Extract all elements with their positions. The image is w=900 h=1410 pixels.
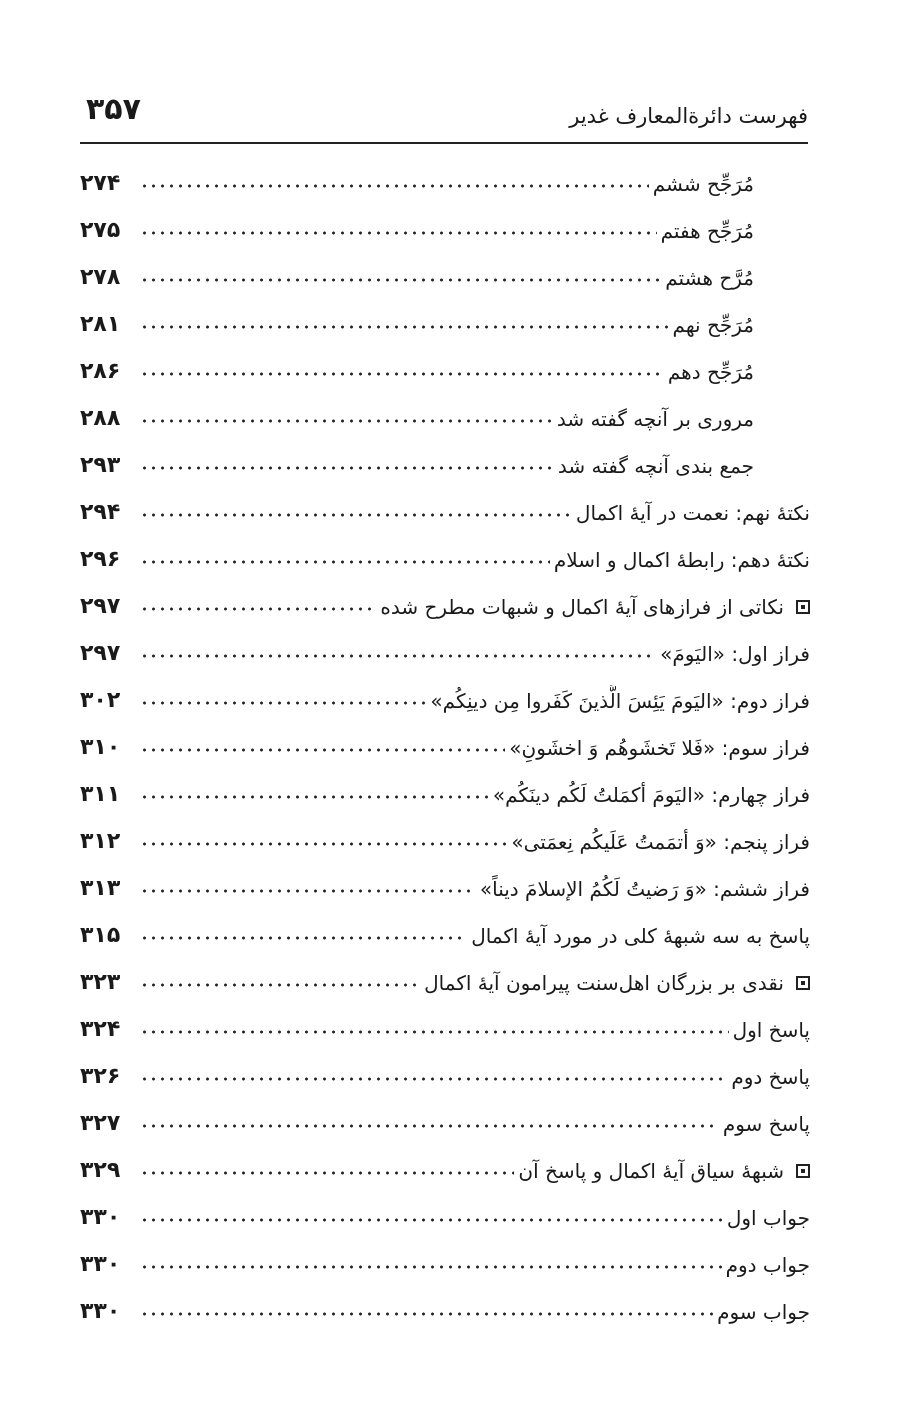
toc-entry[interactable] (80, 489, 810, 536)
toc-entry-title: پاسخ اول (732, 1017, 810, 1042)
dot-leader (140, 920, 467, 940)
dot-leader (140, 732, 505, 752)
toc-entry-title: پاسخ سوم (722, 1111, 810, 1136)
toc-entry[interactable] (80, 442, 810, 489)
toc-entry-title-wrap (136, 1296, 810, 1328)
toc-entry[interactable] (80, 630, 810, 677)
toc-entry[interactable] (80, 254, 810, 301)
section-marker-icon (796, 1164, 810, 1178)
page-header (80, 92, 808, 144)
toc-entry-title: نکتهٔ نهم: نعمت در آیهٔ اکمال (575, 500, 810, 525)
toc-entry[interactable] (80, 771, 810, 818)
toc-entry-title-wrap (136, 1155, 810, 1187)
dot-leader (140, 1014, 729, 1034)
toc-entry-title-wrap (136, 779, 810, 811)
toc-entry-title: پاسخ دوم (731, 1064, 810, 1089)
toc-entry-page-number: ۲۸۶ (80, 359, 121, 384)
toc-entry-title: نکاتی از فرازهای آیهٔ اکمال و شبهات مطرح شده (380, 594, 784, 619)
dot-leader (140, 215, 657, 235)
toc-entry-page-number: ۲۷۸ (80, 265, 121, 290)
dot-leader (140, 591, 376, 611)
toc-entry-title-wrap (136, 168, 754, 200)
dot-leader (140, 262, 661, 282)
toc-entry-page-number: ۲۹۶ (80, 547, 121, 572)
toc-entry-page-number: ۳۲۹ (80, 1158, 121, 1183)
toc-entry-page-number: ۲۹۷ (80, 641, 121, 666)
toc-entry-title-wrap (136, 262, 754, 294)
toc-entry-title-wrap (136, 1249, 810, 1281)
toc-entry-page-number: ۳۲۷ (80, 1111, 121, 1136)
dot-leader (140, 779, 489, 799)
toc-entry-title-wrap (136, 591, 810, 623)
toc-entry[interactable] (80, 301, 810, 348)
toc-entry[interactable] (80, 583, 810, 630)
dot-leader (140, 1108, 719, 1128)
toc-entry-title: مروری بر آنچه گفته شد (556, 406, 754, 431)
toc-entry-page-number: ۳۲۴ (80, 1017, 121, 1042)
toc-entry-title-wrap (136, 215, 754, 247)
toc-entry[interactable] (80, 959, 810, 1006)
dot-leader (140, 1061, 727, 1081)
toc-entry-title: مُرَجِّح هفتم (660, 218, 754, 243)
toc-entry[interactable] (80, 865, 810, 912)
toc-entry-title: شبههٔ سیاق آیهٔ اکمال و پاسخ آن (518, 1158, 784, 1183)
running-title: فهرست دائرة‌المعارف غدیر (569, 104, 808, 128)
dot-leader (140, 450, 554, 470)
toc-entry-page-number: ۳۲۶ (80, 1064, 121, 1089)
toc-entry-title-wrap (136, 497, 810, 529)
toc-entry-title: جمع بندی آنچه گفته شد (557, 453, 754, 478)
dot-leader (140, 873, 476, 893)
toc-entry[interactable] (80, 1241, 810, 1288)
toc-entry-page-number: ۳۱۰ (80, 735, 121, 760)
toc-entry-title: پاسخ به سه شبههٔ کلی در مورد آیهٔ اکمال (471, 923, 810, 948)
toc-entry-title: مُرَجِّح نهم (672, 312, 754, 337)
toc-entry-title-wrap (136, 1014, 810, 1046)
toc-entry-title: فراز دوم: «اليَومَ يَئِسَ الَّذينَ كَفَروا مِن دينِكُم» (430, 688, 810, 713)
toc-entry-page-number: ۳۰۲ (80, 688, 121, 713)
toc-entry[interactable] (80, 1006, 810, 1053)
toc-entry[interactable] (80, 677, 810, 724)
toc-entry-page-number: ۳۳۰ (80, 1252, 121, 1277)
toc-entry-page-number: ۲۷۵ (80, 218, 121, 243)
dot-leader (140, 967, 420, 987)
toc-entry[interactable] (80, 818, 810, 865)
toc-entry[interactable] (80, 395, 810, 442)
toc-entry[interactable] (80, 348, 810, 395)
toc-entry-page-number: ۳۳۰ (80, 1299, 121, 1324)
dot-leader (140, 309, 669, 329)
toc-entry-page-number: ۲۷۴ (80, 171, 121, 196)
toc-entry-page-number: ۳۱۳ (80, 876, 121, 901)
toc-entry-page-number: ۲۹۴ (80, 500, 121, 525)
toc-entry-title-wrap (136, 638, 810, 670)
section-marker-icon (796, 976, 810, 990)
toc-entry-title: جواب دوم (725, 1252, 810, 1277)
toc-entry[interactable] (80, 1194, 810, 1241)
dot-leader (140, 638, 656, 658)
toc-entry[interactable] (80, 724, 810, 771)
toc-entry-title-wrap (136, 403, 754, 435)
dot-leader (140, 497, 572, 517)
toc-entry[interactable] (80, 1288, 810, 1335)
toc-entry-title-wrap (136, 544, 810, 576)
toc-entry[interactable] (80, 207, 810, 254)
toc-entry[interactable] (80, 1053, 810, 1100)
toc-entry[interactable] (80, 1100, 810, 1147)
dot-leader (140, 403, 553, 423)
toc-entry-title: نکتهٔ دهم: رابطهٔ اکمال و اسلام (553, 547, 810, 572)
toc-entry-page-number: ۳۳۰ (80, 1205, 121, 1230)
toc-entry-page-number: ۲۹۷ (80, 594, 121, 619)
toc-entry-title-wrap (136, 450, 754, 482)
toc-entry-page-number: ۳۱۱ (80, 782, 121, 807)
toc-entry-title: جواب سوم (717, 1299, 810, 1324)
table-of-contents (80, 160, 810, 1335)
toc-entry-title-wrap (136, 967, 810, 999)
toc-entry-title-wrap (136, 920, 810, 952)
toc-entry-title: جواب اول (726, 1205, 810, 1230)
dot-leader (140, 544, 550, 564)
toc-entry-page-number: ۳۱۲ (80, 829, 121, 854)
toc-entry-title-wrap (136, 1108, 810, 1140)
toc-entry-title-wrap (136, 685, 810, 717)
dot-leader (140, 1296, 713, 1316)
page-number: ۳۵۷ (86, 92, 141, 127)
toc-entry-page-number: ۳۱۵ (80, 923, 121, 948)
dot-leader (140, 1249, 722, 1269)
toc-entry-page-number: ۲۸۸ (80, 406, 121, 431)
toc-entry-title-wrap (136, 356, 754, 388)
dot-leader (140, 1202, 723, 1222)
dot-leader (140, 826, 507, 846)
toc-entry-title: فراز پنجم: «وَ أتمَمتُ عَلَيكُم نِعمَتى» (511, 829, 810, 854)
toc-entry[interactable] (80, 160, 810, 207)
toc-entry-title-wrap (136, 873, 810, 905)
toc-entry-title-wrap (136, 732, 810, 764)
toc-entry-title: مُرَجِّح ششم (652, 171, 754, 196)
toc-entry[interactable] (80, 1147, 810, 1194)
toc-entry-page-number: ۲۸۱ (80, 312, 121, 337)
toc-entry-title: نقدی بر بزرگان اهل‌سنت پیرامون آیهٔ اکمال (424, 970, 784, 995)
dot-leader (140, 1155, 514, 1175)
dot-leader (140, 356, 664, 376)
toc-entry-title-wrap (136, 1061, 810, 1093)
toc-entry-page-number: ۳۲۳ (80, 970, 121, 995)
toc-entry-title-wrap (136, 826, 810, 858)
toc-entry-title: مُرَجِّح دهم (667, 359, 754, 384)
toc-entry-title: فراز اول: «اليَومَ» (660, 641, 810, 666)
toc-entry-title: مُرَّح هشتم (665, 265, 754, 290)
toc-entry-title: فراز ششم: «وَ رَضيتُ لَكُمُ الإسلامَ ديناً» (479, 876, 810, 901)
toc-entry-page-number: ۲۹۳ (80, 453, 121, 478)
toc-entry-title: فراز سوم: «فَلا تَخشَوهُم وَ اخشَونِ» (509, 735, 810, 760)
toc-entry-title: فراز چهارم: «اليَومَ أكمَلتُ لَكُم دينَكُم» (492, 782, 810, 807)
toc-entry[interactable] (80, 536, 810, 583)
toc-entry-title-wrap (136, 309, 754, 341)
section-marker-icon (796, 600, 810, 614)
toc-entry[interactable] (80, 912, 810, 959)
dot-leader (140, 168, 649, 188)
toc-entry-title-wrap (136, 1202, 810, 1234)
dot-leader (140, 685, 426, 705)
